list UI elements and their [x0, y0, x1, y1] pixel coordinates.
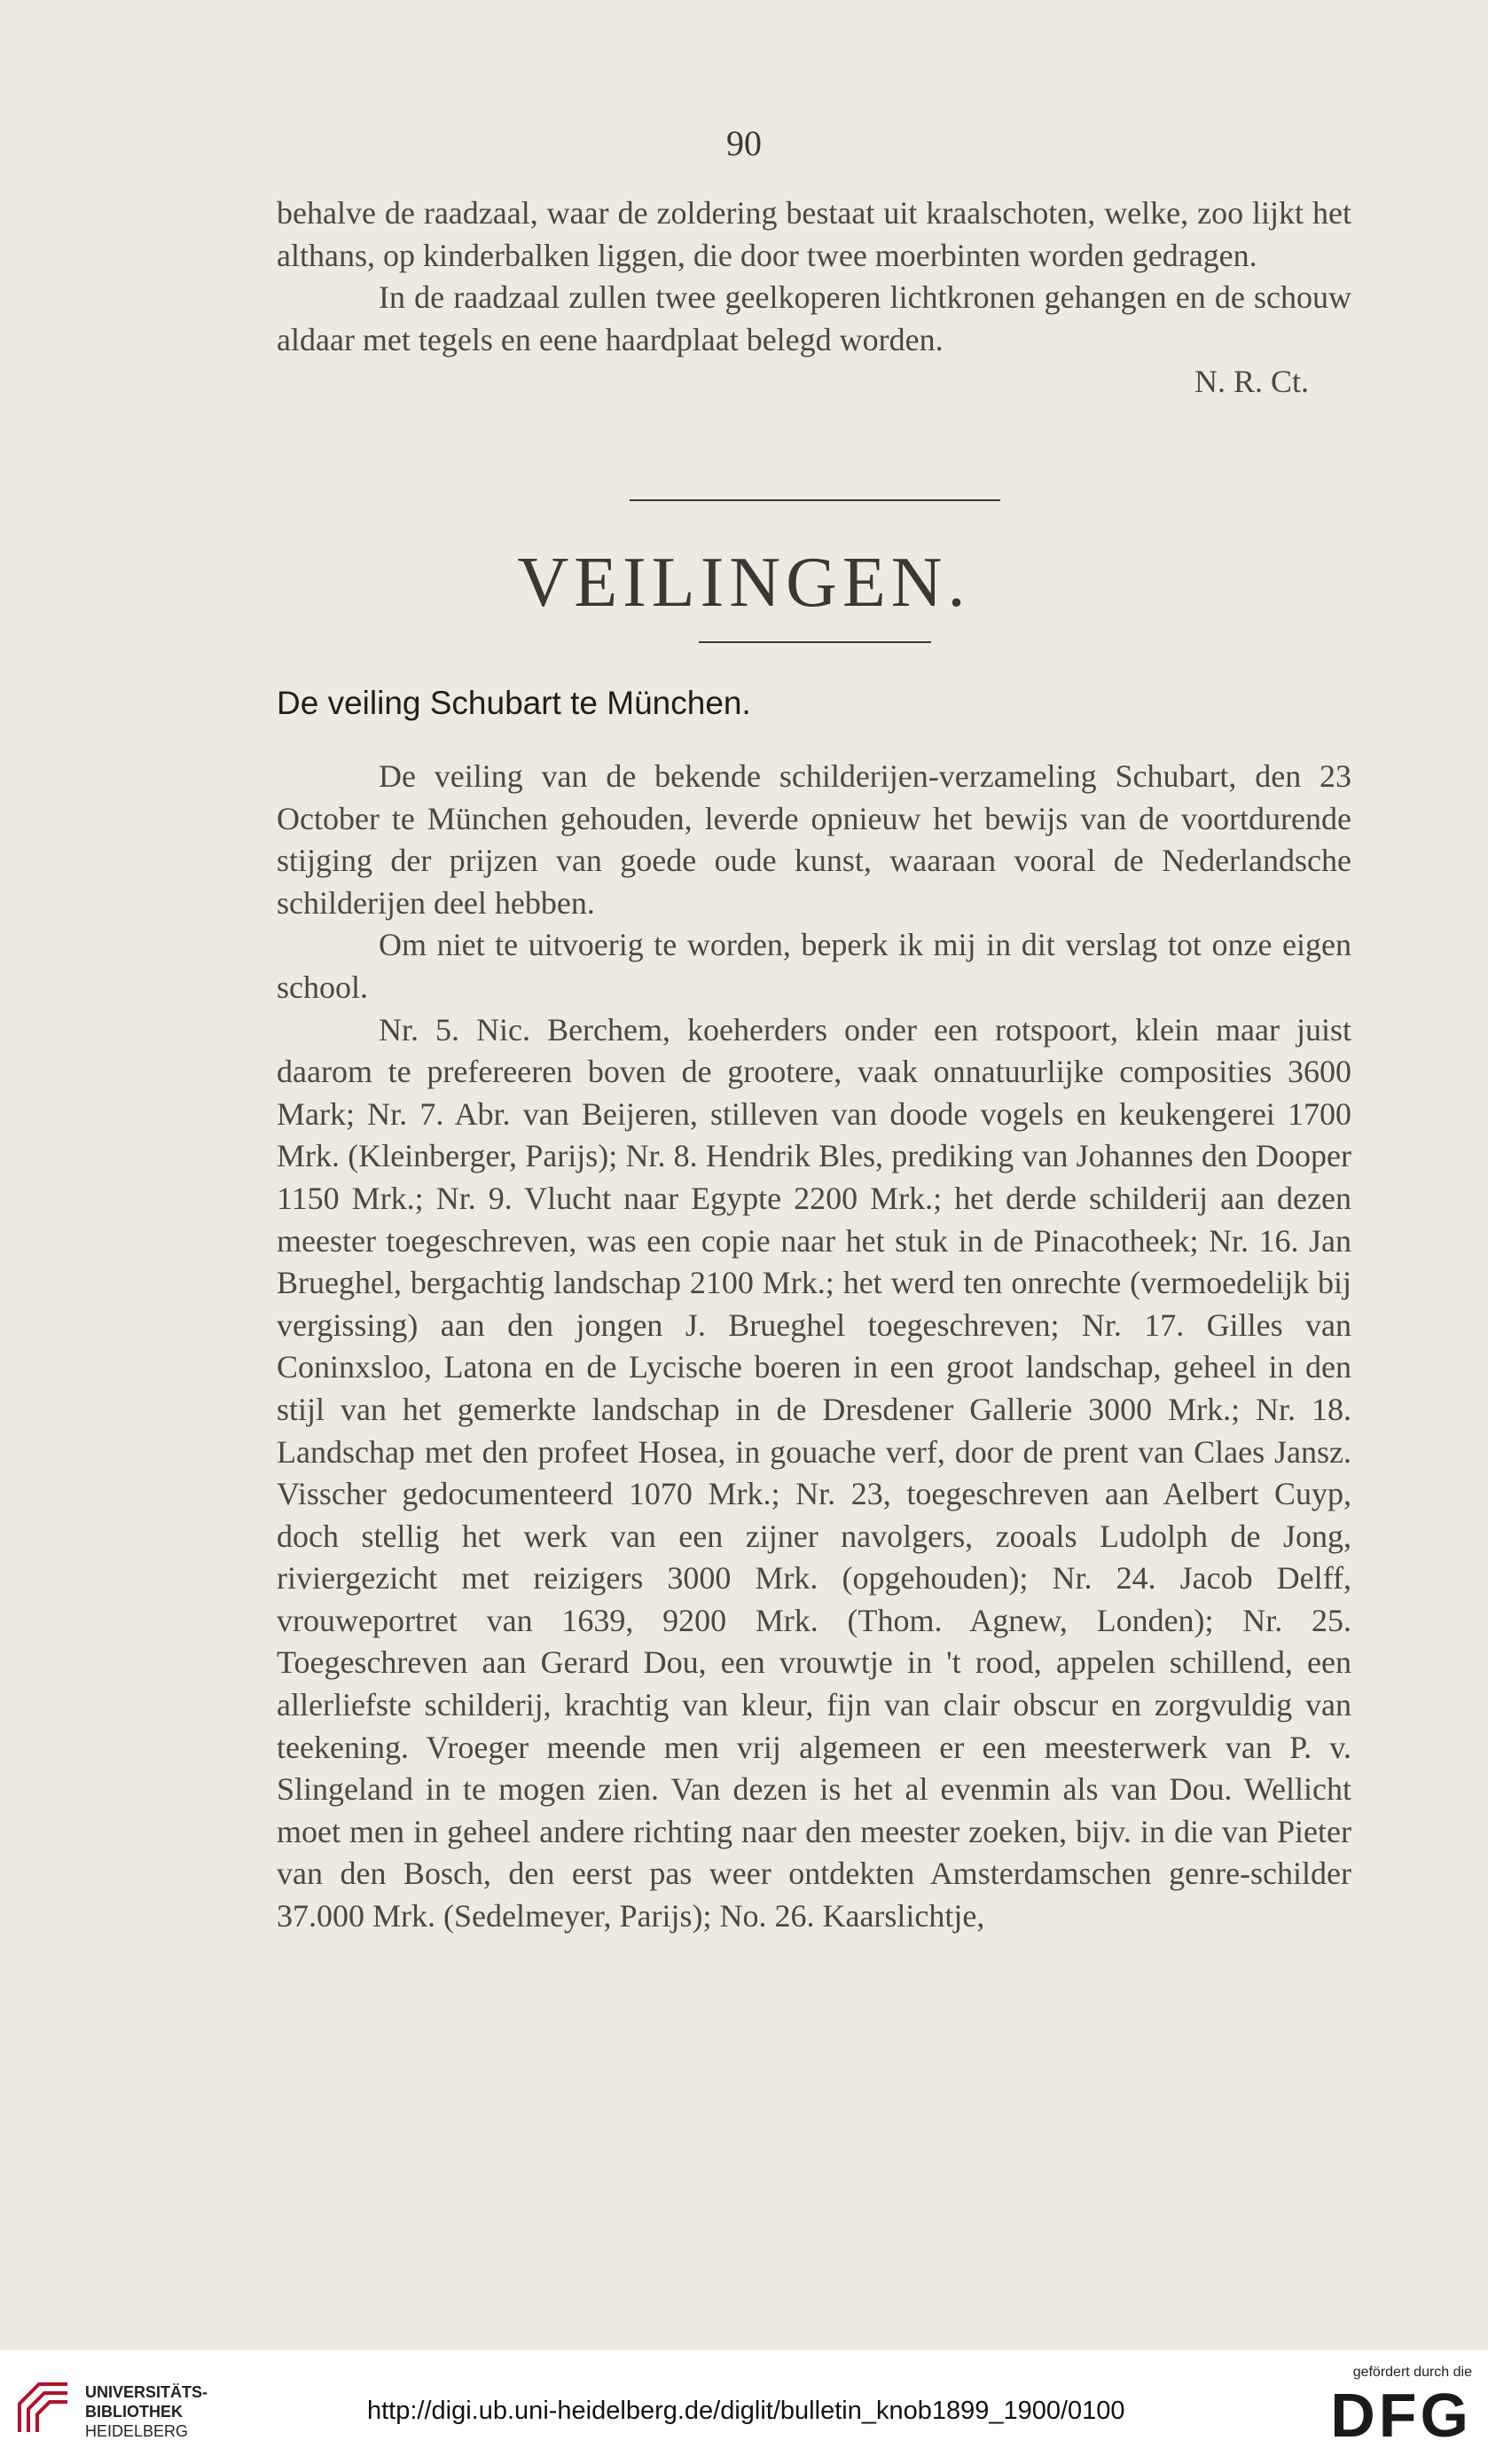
library-name-line: HEIDELBERG — [85, 2422, 189, 2440]
viewer-footer — [0, 2350, 1488, 2464]
section-title: VEILINGEN. — [517, 544, 971, 622]
library-name-line: BIBLIOTHEK — [85, 2403, 183, 2421]
intro-text — [277, 192, 1351, 404]
section-rule-bottom — [699, 641, 931, 643]
intro-paragraph: behalve de raadzaal, waar de zoldering bestaat uit kraalschoten, welke, zoo lijkt het althans, op kinderbalken liggen, die door twee moerbinten worden gedragen. — [277, 195, 1351, 273]
university-library-logo-icon — [12, 2377, 74, 2439]
article-paragraph: De veiling van de bekende schilderijen-verzameling Schubart, den 23 October te München gehouden, leverde opnieuw het bewijs van de voortdurende stijging der prijzen van goede oude kunst, waaraan vooral de Nederlandsche schilderijen deel hebben. — [277, 758, 1351, 921]
library-name — [85, 2382, 208, 2441]
page-number: 90 — [726, 123, 762, 163]
intro-paragraph: In de raadzaal zullen twee geelkoperen lichtkronen gehangen en de schouw aldaar met tegels en eene haardplaat belegd worden. — [277, 279, 1351, 357]
article-paragraph: Nr. 5. Nic. Berchem, koeherders onder een rotspoort, klein maar juist daarom te prefereeren boven de grootere, vaak onnatuurlijke composities 3600 Mark; Nr. 7. Abr. van Beijeren, stilleven van doode vogels en keukengerei 1700 Mrk. (Kleinberger, Parijs); Nr. 8. Hendrik Bles, prediking van Johannes den Dooper 1150 Mrk.; Nr. 9. Vlucht naar Egypte 2200 Mrk.; het derde schilderij aan dezen meester toegeschreven, was een copie naar het stuk in de Pinacotheek; Nr. 16. Jan Brueghel, bergachtig landschap 2100 Mrk.; het werd ten onrechte (vermoedelijk bij vergissing) aan den jongen J. Brueghel toegeschreven; Nr. 17. Gilles van Coninxsloo, Latona en de Lycische boeren in een groot landschap, geheel in den stijl van het gemerkte landschap in de Dresdener Gallerie 3000 Mrk.; Nr. 18. Landschap met den profeet Hosea, in gouache verf, door de prent van Claes Jansz. Visscher gedocumenteerd 1070 Mrk.; Nr. 23, toegeschreven aan Aelbert Cuyp, doch stellig het werk van een zijner navolgers, zooals Ludolph de Jong, riviergezicht met reizigers 3000 Mrk. (opgehouden); Nr. 24. Jacob Delff, vrouweportret van 1639, 9200 Mrk. (Thom. Agnew, Londen); Nr. 25. Toegeschreven aan Gerard Dou, een vrouwtje in 't rood, appelen schillend, een allerliefste schilderij, krachtig van kleur, fijn van clair obscur en zorgvuldig van teekening. Vroeger meende men vrij algemeen er een meesterwerk van P. v. Slingeland in te mogen zien. Van dezen is het al evenmin als van Dou. Wellicht moet men in geheel andere richting naar den meester zoeken, bijv. in die van Pieter van den Bosch, den eerst pas weer ontdekten Amsterdamschen genre-schilder 37.000 Mrk. (Sedelmeyer, Parijs); No. 26. Kaarslichtje, — [277, 1011, 1351, 1934]
permalink-url[interactable]: http://digi.ub.uni-heidelberg.de/diglit/bulletin_knob1899_1900/0100 — [367, 2397, 1125, 2425]
dfg-logo: DFG — [1330, 2381, 1472, 2450]
funding-text: gefördert durch die — [1352, 2365, 1472, 2380]
article-paragraph: Om niet te uitvoerig te worden, beperk ik mij in dit verslag tot onze eigen school. — [277, 927, 1351, 1005]
funding-notice — [1304, 2365, 1472, 2450]
signature: N. R. Ct. — [1194, 364, 1309, 400]
section-rule-top — [630, 499, 1000, 501]
library-name-line: UNIVERSITÄTS- — [85, 2383, 208, 2401]
article-text — [277, 756, 1351, 1938]
article-heading: De veiling Schubart te München. — [277, 685, 751, 721]
